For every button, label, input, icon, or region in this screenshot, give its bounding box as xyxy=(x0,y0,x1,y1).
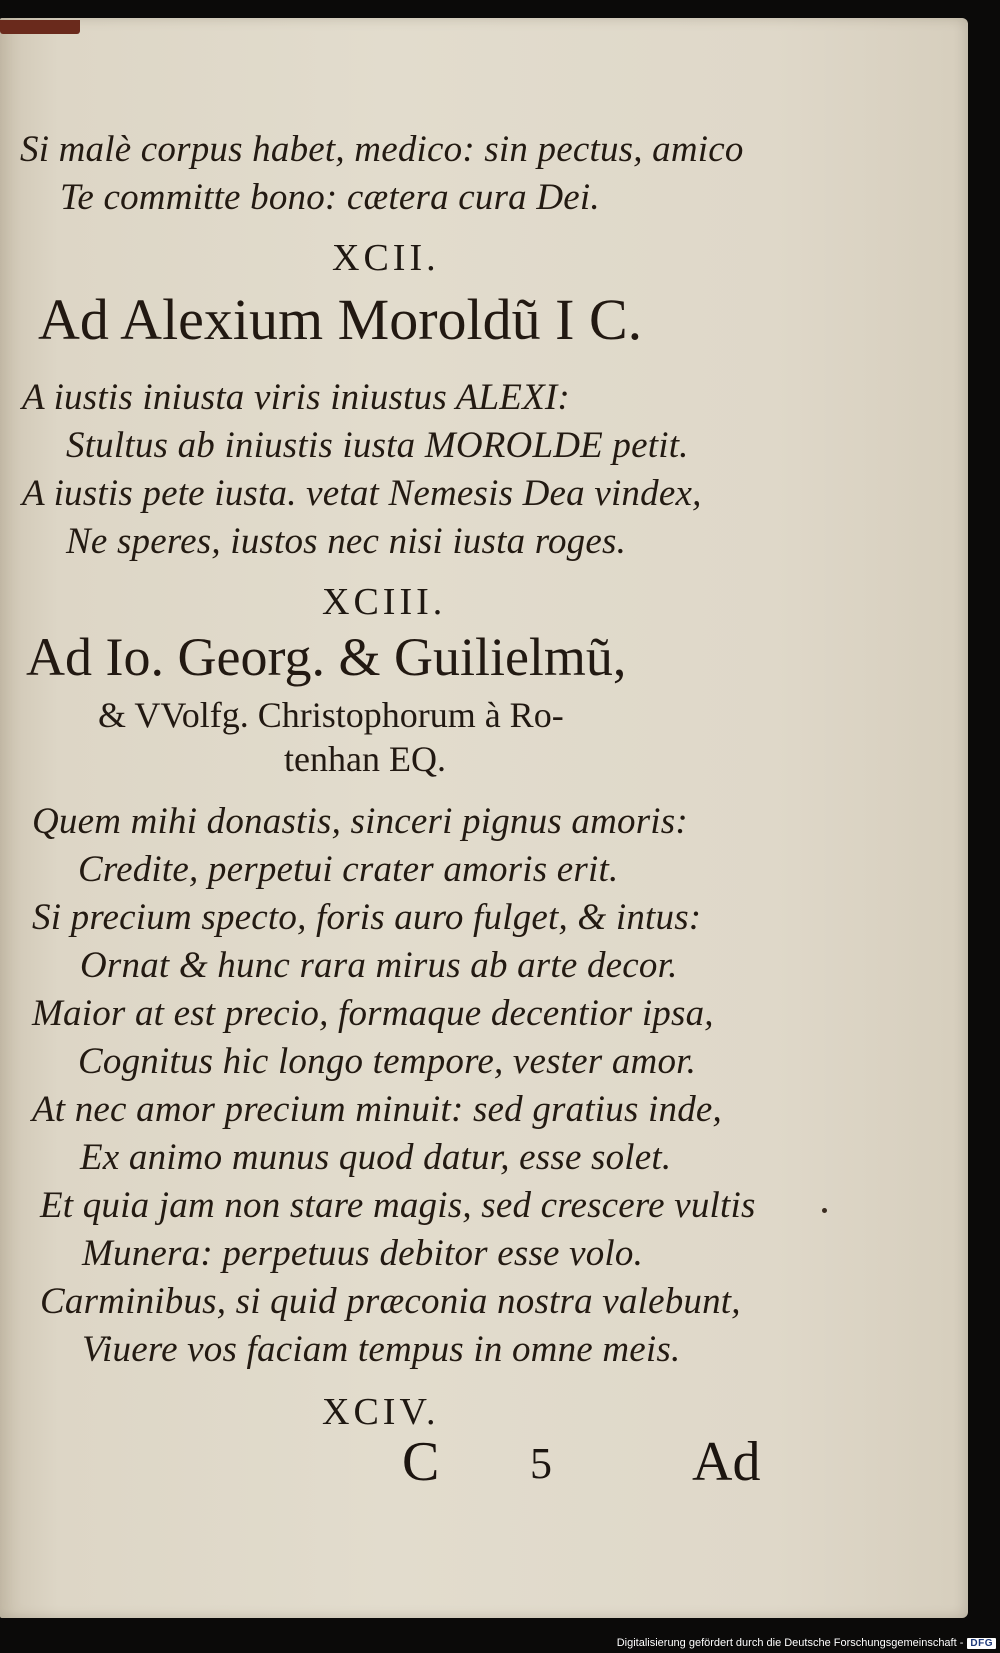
signature-number: 5 xyxy=(530,1439,552,1488)
verse-line: Ornat & hunc rara mirus ab arte decor. xyxy=(80,945,678,986)
verse-line: Viuere vos faciam tempus in omne meis. xyxy=(82,1329,681,1370)
digitization-credit-bar xyxy=(596,1633,1000,1653)
verse-line: Munera: perpetuus debitor esse volo. xyxy=(82,1233,644,1274)
catchword: Ad xyxy=(692,1431,761,1493)
verse-line: Ex animo munus quod datur, esse solet. xyxy=(80,1137,672,1178)
ink-speck xyxy=(822,1208,827,1213)
verse-line: Et quia jam non stare magis, sed crescere vultis xyxy=(40,1185,756,1226)
verse-line: Stultus ab iniustis iusta MOROLDE petit. xyxy=(66,425,689,466)
verse-line: Te committe bono: cætera cura Dei. xyxy=(60,177,600,218)
verse-line: Ne speres, iustos nec nisi iusta roges. xyxy=(66,521,627,562)
epigram-heading: Ad Alexium Moroldũ I C. xyxy=(38,287,643,352)
epigram-number: XCII. xyxy=(332,237,440,279)
epigram-heading: Ad Io. Georg. & Guilielmũ, xyxy=(26,627,627,687)
verse-line: Maior at est precio, formaque decentior ipsa, xyxy=(32,993,714,1034)
epigram-number: XCIII. xyxy=(322,581,447,623)
epigram-heading-sub: & VVolfg. Christophorum à Ro- xyxy=(98,695,564,735)
page-edge-tab xyxy=(0,20,80,34)
verse-line: Si malè corpus habet, medico: sin pectus, amico xyxy=(20,129,744,170)
epigram-heading-sub: tenhan EQ. xyxy=(284,739,446,779)
signature-mark: C xyxy=(402,1431,440,1493)
verse-line: A iustis pete iusta. vetat Nemesis Dea vindex, xyxy=(22,473,702,514)
verse-line: At nec amor precium minuit: sed gratius inde, xyxy=(32,1089,722,1130)
verse-line: Cognitus hic longo tempore, vester amor. xyxy=(78,1041,697,1082)
dfg-logo: DFG xyxy=(967,1638,996,1649)
digitization-credit: Digitalisierung gefördert durch die Deutsche Forschungsgemeinschaft - xyxy=(616,1637,964,1649)
book-page xyxy=(0,18,968,1618)
verse-line: Si precium specto, foris auro fulget, & intus: xyxy=(32,897,702,938)
epigram-number: XCIV. xyxy=(322,1391,440,1433)
verse-line: A iustis iniusta viris iniustus ALEXI: xyxy=(22,377,570,418)
verse-line: Credite, perpetui crater amoris erit. xyxy=(78,849,619,890)
verse-line: Quem mihi donastis, sinceri pignus amoris: xyxy=(32,801,688,842)
verse-line: Carminibus, si quid præconia nostra valebunt, xyxy=(40,1281,741,1322)
